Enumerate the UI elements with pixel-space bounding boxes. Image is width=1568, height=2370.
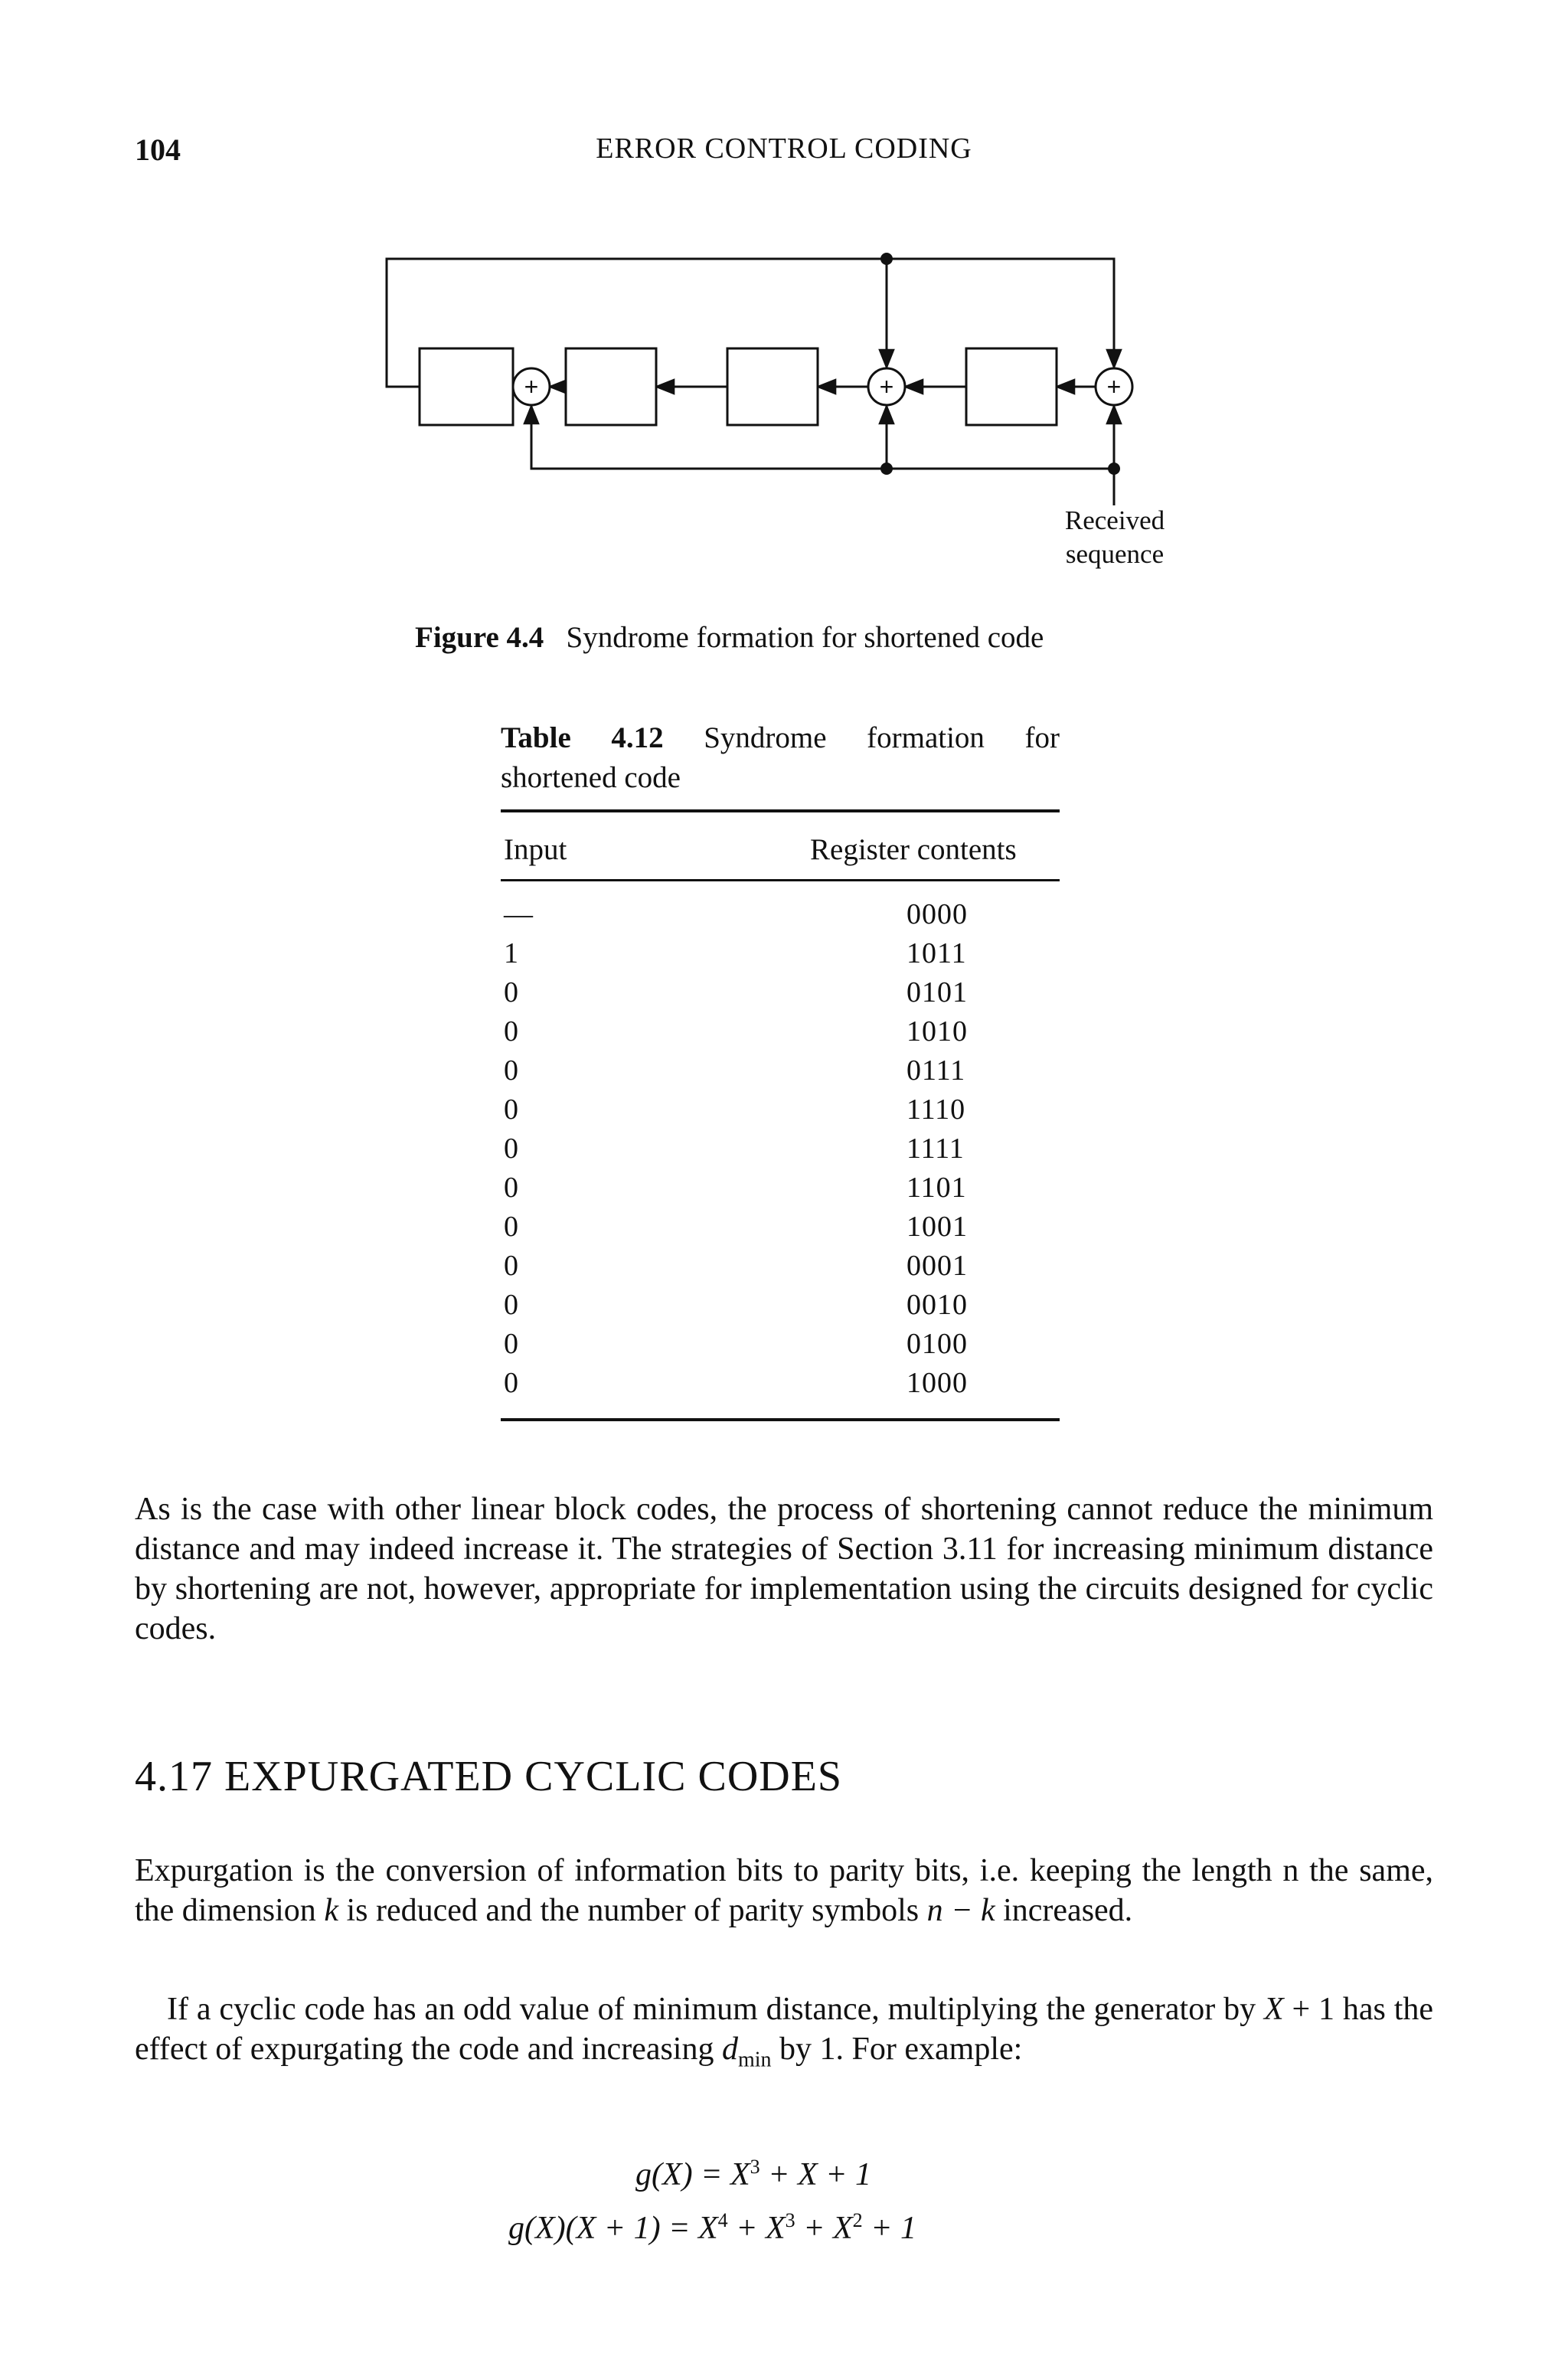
table-caption: Table 4.12 Syndrome formation for shortened code (501, 721, 1060, 794)
running-title: ERROR CONTROL CODING (596, 132, 972, 165)
table-row: 0 0001 (504, 1250, 968, 1282)
column-header-input: Input (504, 833, 567, 866)
table-row: 0 0100 (504, 1328, 968, 1360)
section-heading: 4.17 EXPURGATED CYCLIC CODES (135, 1753, 843, 1800)
adder-symbol: + (524, 373, 539, 400)
syndrome-table-body (501, 897, 1060, 1405)
table-rule-top (501, 809, 1060, 812)
table-row: 0 1111 (504, 1133, 965, 1165)
body-paragraph: As is the case with other linear block codes, the process of shortening cannot reduce the minimum distance and may indeed increase it. The strategies of Section 3.11 for increasing minimum distance by shortening are not, however, appropriate for implementation using the circuits designed for cyclic codes. (135, 1492, 1433, 1646)
junction-dot (880, 463, 893, 475)
junction-dot (880, 253, 893, 265)
table-row: 0 0111 (504, 1054, 966, 1087)
table-row: 0 0101 (504, 976, 968, 1008)
figure-caption: Figure 4.4 Syndrome formation for shortened code (415, 621, 1044, 654)
body-paragraph: Expurgation is the conversion of information bits to parity bits, i.e. keeping the length n the same, the dimension k is reduced and the number of parity symbols n − k increased. (135, 1853, 1433, 1928)
register-stage (420, 348, 513, 425)
received-sequence-label: Received sequence (1064, 505, 1165, 569)
column-header-register-contents: Register contents (810, 833, 1017, 866)
table-rule-header (501, 879, 1060, 881)
table-row: 0 1101 (504, 1172, 967, 1204)
table-row: 0 1001 (504, 1211, 968, 1243)
adder-symbol: + (879, 373, 894, 400)
table-row: 0 1000 (504, 1367, 968, 1399)
adder-symbol: + (1106, 373, 1122, 400)
junction-dot (1108, 463, 1120, 475)
table-row: — 0000 (504, 898, 968, 930)
equation-expurgated-generator: $g(X)(X + 1) = X^4 + X^3 + X^2 + 1$ (508, 2209, 916, 2246)
equation-generator: $g(X) = X^3 + X + 1$ (635, 2156, 871, 2192)
register-stage (966, 348, 1057, 425)
table-row: 0 0010 (504, 1289, 968, 1321)
table-row: 0 1110 (504, 1093, 966, 1126)
syndrome-circuit-diagram (0, 0, 1568, 536)
table-rule-bottom (501, 1418, 1060, 1421)
register-stage (727, 348, 818, 425)
table-row: 1 1011 (504, 937, 967, 969)
body-paragraph: If a cyclic code has an odd value of minimum distance, multiplying the generator by X + 1 has the effect of expurgating the code and increasing $d_{min}$ by 1. For example: (135, 1992, 1434, 2072)
page-number: 104 (135, 132, 181, 167)
table-row: 0 1010 (504, 1015, 968, 1048)
register-stage (566, 348, 656, 425)
